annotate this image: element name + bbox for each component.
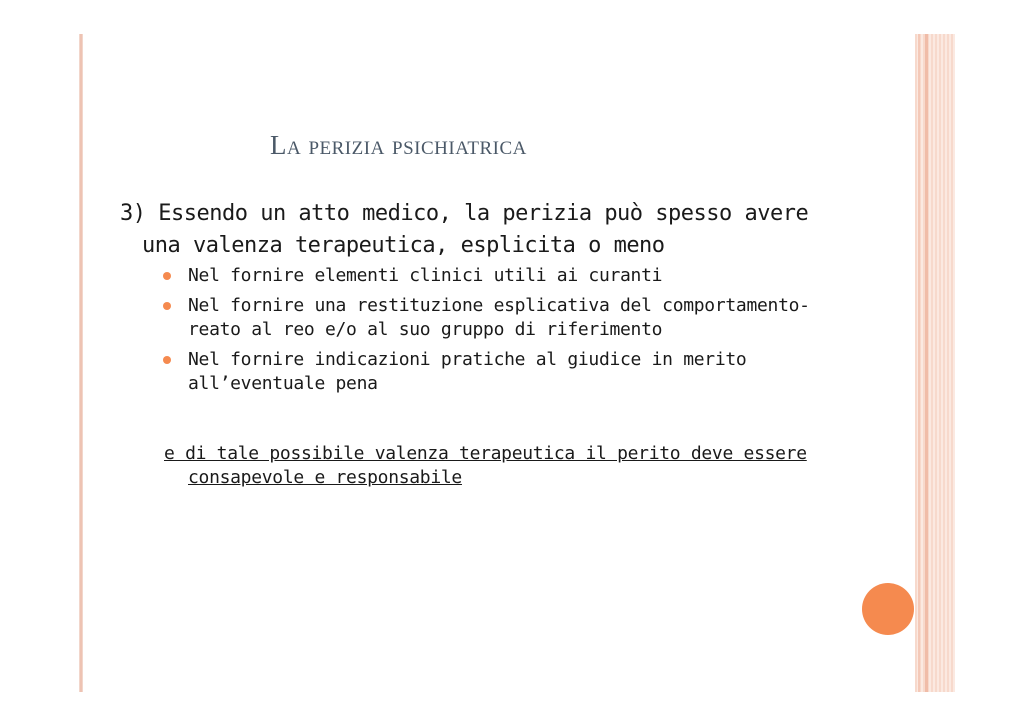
bullet-item bbox=[120, 348, 820, 396]
lead-paragraph: 3) Essendo un atto medico, la perizia può spesso avere una valenza terapeutica, esplicita o meno bbox=[120, 201, 809, 258]
bullet-text: Nel fornire elementi clinici utili ai curanti bbox=[188, 265, 663, 286]
orange-circle-decoration bbox=[862, 583, 914, 635]
slide-title: La perizia psichiatrica bbox=[270, 130, 527, 160]
bullet-text: Nel fornire indicazioni pratiche al giudice in merito all’eventuale pena bbox=[188, 349, 747, 394]
bullet-dot-icon bbox=[163, 356, 171, 364]
bullet-item bbox=[120, 294, 820, 342]
bullet-list bbox=[120, 264, 820, 396]
right-band-line bbox=[925, 34, 928, 692]
closing-statement: e di tale possibile valenza terapeutica il perito deve essere consapevole e responsabile bbox=[164, 443, 807, 488]
bullet-dot-icon bbox=[163, 272, 171, 280]
bullet-item bbox=[120, 264, 820, 288]
bullet-dot-icon bbox=[163, 302, 171, 310]
bullet-text: Nel fornire una restituzione esplicativa del comportamento-reato al reo e/o al suo gruppo di riferimento bbox=[188, 295, 810, 340]
right-band-line bbox=[918, 34, 920, 692]
slide-content bbox=[120, 198, 820, 490]
right-decorative-band bbox=[915, 34, 955, 692]
left-border-stripe bbox=[79, 34, 83, 692]
